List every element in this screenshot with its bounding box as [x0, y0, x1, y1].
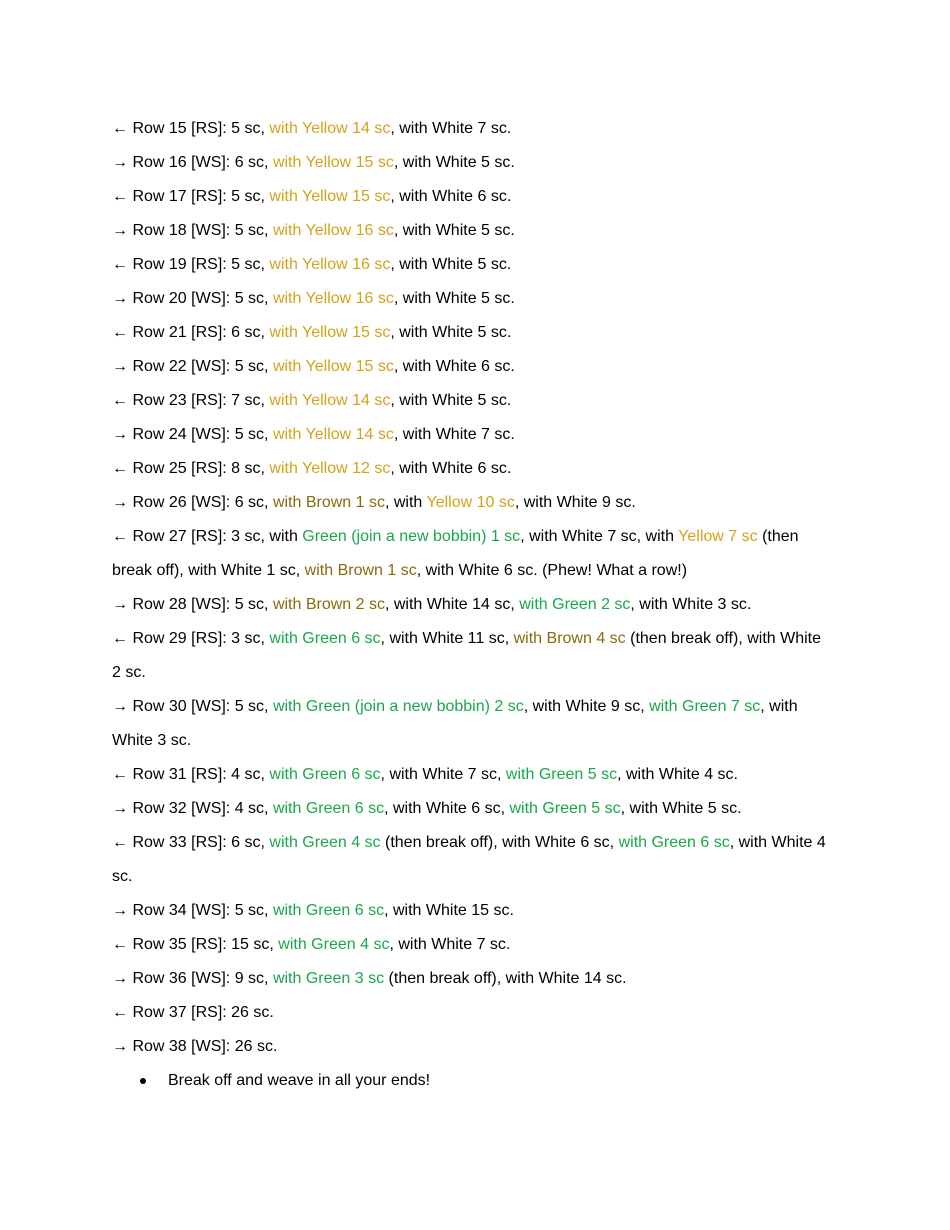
pattern-row — [112, 962, 830, 996]
pattern-row — [112, 826, 830, 894]
text-segment: → Row 36 [WS]: 9 sc, — [112, 970, 273, 987]
pattern-row — [112, 928, 830, 962]
text-segment: (then break off), with White 1 sc, — [112, 528, 799, 579]
text-segment: , with White 9 sc, — [523, 698, 650, 715]
colored-segment: with Green 5 sc — [505, 766, 618, 783]
text-segment: , with White 5 sc. — [393, 222, 515, 239]
colored-segment: with Green 6 sc — [272, 902, 385, 919]
colored-segment: with Yellow 14 sc — [269, 120, 391, 137]
text-segment: ← Row 17 [RS]: 5 sc, — [112, 188, 270, 205]
colored-segment: with Yellow 15 sc — [269, 324, 391, 341]
colored-segment: with Brown 1 sc — [304, 562, 417, 579]
text-segment: , with White 5 sc. — [620, 800, 742, 817]
colored-segment: with Green 3 sc — [272, 970, 385, 987]
text-segment: , with White 5 sc. — [393, 154, 515, 171]
pattern-row — [112, 316, 830, 350]
pattern-row — [112, 520, 830, 588]
colored-segment: with Yellow 15 sc — [272, 154, 394, 171]
text-segment: (then break off), with White 2 sc. — [112, 630, 822, 681]
colored-segment: with Green 6 sc — [272, 800, 385, 817]
notes-list — [112, 1064, 830, 1098]
pattern-row — [112, 282, 830, 316]
text-segment: , with White 7 sc. — [393, 426, 515, 443]
pattern-row — [112, 418, 830, 452]
text-segment: , with White 6 sc. — [390, 188, 512, 205]
text-segment: → Row 38 [WS]: 26 sc. — [112, 1038, 278, 1055]
bullet-icon — [140, 1078, 146, 1084]
text-segment: , with — [384, 494, 427, 511]
text-segment: , with White 4 sc. — [112, 834, 826, 885]
text-segment: , with White 6 sc. — [390, 460, 512, 477]
pattern-row — [112, 622, 830, 690]
pattern-row — [112, 112, 830, 146]
pattern-row — [112, 894, 830, 928]
colored-segment: with Yellow 14 sc — [269, 392, 391, 409]
colored-segment: with Green 6 sc — [618, 834, 730, 851]
text-segment: , with White 6 sc. (Phew! What a row!) — [416, 562, 688, 579]
colored-segment: Yellow 10 sc — [426, 494, 515, 511]
colored-segment: with Green 6 sc — [269, 630, 381, 647]
colored-segment: with Yellow 15 sc — [269, 188, 391, 205]
text-segment: ← Row 35 [RS]: 15 sc, — [112, 936, 279, 953]
text-segment: , with White 7 sc. — [389, 936, 511, 953]
colored-segment: with Green 2 sc — [519, 596, 631, 613]
text-segment: , with White 7 sc, — [380, 766, 506, 783]
text-segment: ← Row 31 [RS]: 4 sc, — [112, 766, 270, 783]
pattern-row — [112, 690, 830, 758]
text-segment: → Row 16 [WS]: 6 sc, — [112, 154, 273, 171]
pattern-row — [112, 180, 830, 214]
text-segment: , with White 5 sc. — [390, 256, 512, 273]
text-segment: , with White 7 sc. — [390, 120, 512, 137]
pattern-row — [112, 146, 830, 180]
text-segment: , with White 9 sc. — [514, 494, 636, 511]
text-segment: ← Row 27 [RS]: 3 sc, with — [112, 528, 303, 545]
colored-segment: with Brown 1 sc — [272, 494, 385, 511]
text-segment: , with White 3 sc. — [112, 698, 798, 749]
note-text: Break off and weave in all your ends! — [168, 1072, 431, 1089]
note-item — [140, 1064, 830, 1098]
pattern-row — [112, 452, 830, 486]
text-segment: , with White 15 sc. — [384, 902, 514, 919]
colored-segment: with Yellow 12 sc — [269, 460, 391, 477]
text-segment: → Row 30 [WS]: 5 sc, — [112, 698, 273, 715]
colored-segment: with Yellow 16 sc — [272, 290, 394, 307]
text-segment: → Row 34 [WS]: 5 sc, — [112, 902, 273, 919]
colored-segment: Yellow 7 sc — [678, 528, 758, 545]
text-segment: , with White 7 sc, with — [520, 528, 679, 545]
text-segment: → Row 24 [WS]: 5 sc, — [112, 426, 273, 443]
pattern-row — [112, 996, 830, 1030]
pattern-row — [112, 1030, 830, 1064]
text-segment: , with White 6 sc. — [393, 358, 515, 375]
pattern-row — [112, 758, 830, 792]
pattern-row — [112, 384, 830, 418]
colored-segment: with Green 4 sc — [269, 834, 381, 851]
colored-segment: with Yellow 14 sc — [272, 426, 394, 443]
text-segment: , with White 5 sc. — [390, 324, 512, 341]
text-segment: ← Row 15 [RS]: 5 sc, — [112, 120, 270, 137]
text-segment: , with White 4 sc. — [617, 766, 738, 783]
text-segment: (then break off), with White 14 sc. — [384, 970, 627, 987]
text-segment: ← Row 23 [RS]: 7 sc, — [112, 392, 270, 409]
colored-segment: with Green 4 sc — [278, 936, 390, 953]
colored-segment: with Yellow 16 sc — [269, 256, 391, 273]
pattern-rows — [112, 112, 830, 1064]
text-segment: → Row 18 [WS]: 5 sc, — [112, 222, 273, 239]
text-segment: → Row 32 [WS]: 4 sc, — [112, 800, 273, 817]
colored-segment: with Green 5 sc — [509, 800, 621, 817]
pattern-row — [112, 486, 830, 520]
text-segment: (then break off), with White 6 sc, — [380, 834, 619, 851]
text-segment: , with White 14 sc, — [384, 596, 520, 613]
text-segment: → Row 20 [WS]: 5 sc, — [112, 290, 273, 307]
colored-segment: with Brown 4 sc — [513, 630, 626, 647]
colored-segment: with Green (join a new bobbin) 2 sc — [272, 698, 524, 715]
text-segment: , with White 5 sc. — [390, 392, 512, 409]
text-segment: ← Row 33 [RS]: 6 sc, — [112, 834, 270, 851]
text-segment: → Row 22 [WS]: 5 sc, — [112, 358, 273, 375]
text-segment: , with White 11 sc, — [380, 630, 514, 647]
pattern-row — [112, 350, 830, 384]
text-segment: , with White 3 sc. — [630, 596, 752, 613]
colored-segment: with Brown 2 sc — [272, 596, 385, 613]
pattern-row — [112, 214, 830, 248]
text-segment: ← Row 25 [RS]: 8 sc, — [112, 460, 270, 477]
colored-segment: with Yellow 15 sc — [272, 358, 394, 375]
text-segment: ← Row 19 [RS]: 5 sc, — [112, 256, 270, 273]
pattern-row — [112, 248, 830, 282]
text-segment: , with White 5 sc. — [393, 290, 515, 307]
text-segment: → Row 26 [WS]: 6 sc, — [112, 494, 273, 511]
colored-segment: with Yellow 16 sc — [272, 222, 394, 239]
colored-segment: with Green 6 sc — [269, 766, 381, 783]
colored-segment: Green (join a new bobbin) 1 sc — [302, 528, 521, 545]
text-segment: ← Row 37 [RS]: 26 sc. — [112, 1004, 274, 1021]
text-segment: , with White 6 sc, — [384, 800, 510, 817]
text-segment: ← Row 29 [RS]: 3 sc, — [112, 630, 270, 647]
text-segment: ← Row 21 [RS]: 6 sc, — [112, 324, 270, 341]
text-segment: → Row 28 [WS]: 5 sc, — [112, 596, 273, 613]
colored-segment: with Green 7 sc — [649, 698, 761, 715]
pattern-row — [112, 792, 830, 826]
pattern-row — [112, 588, 830, 622]
